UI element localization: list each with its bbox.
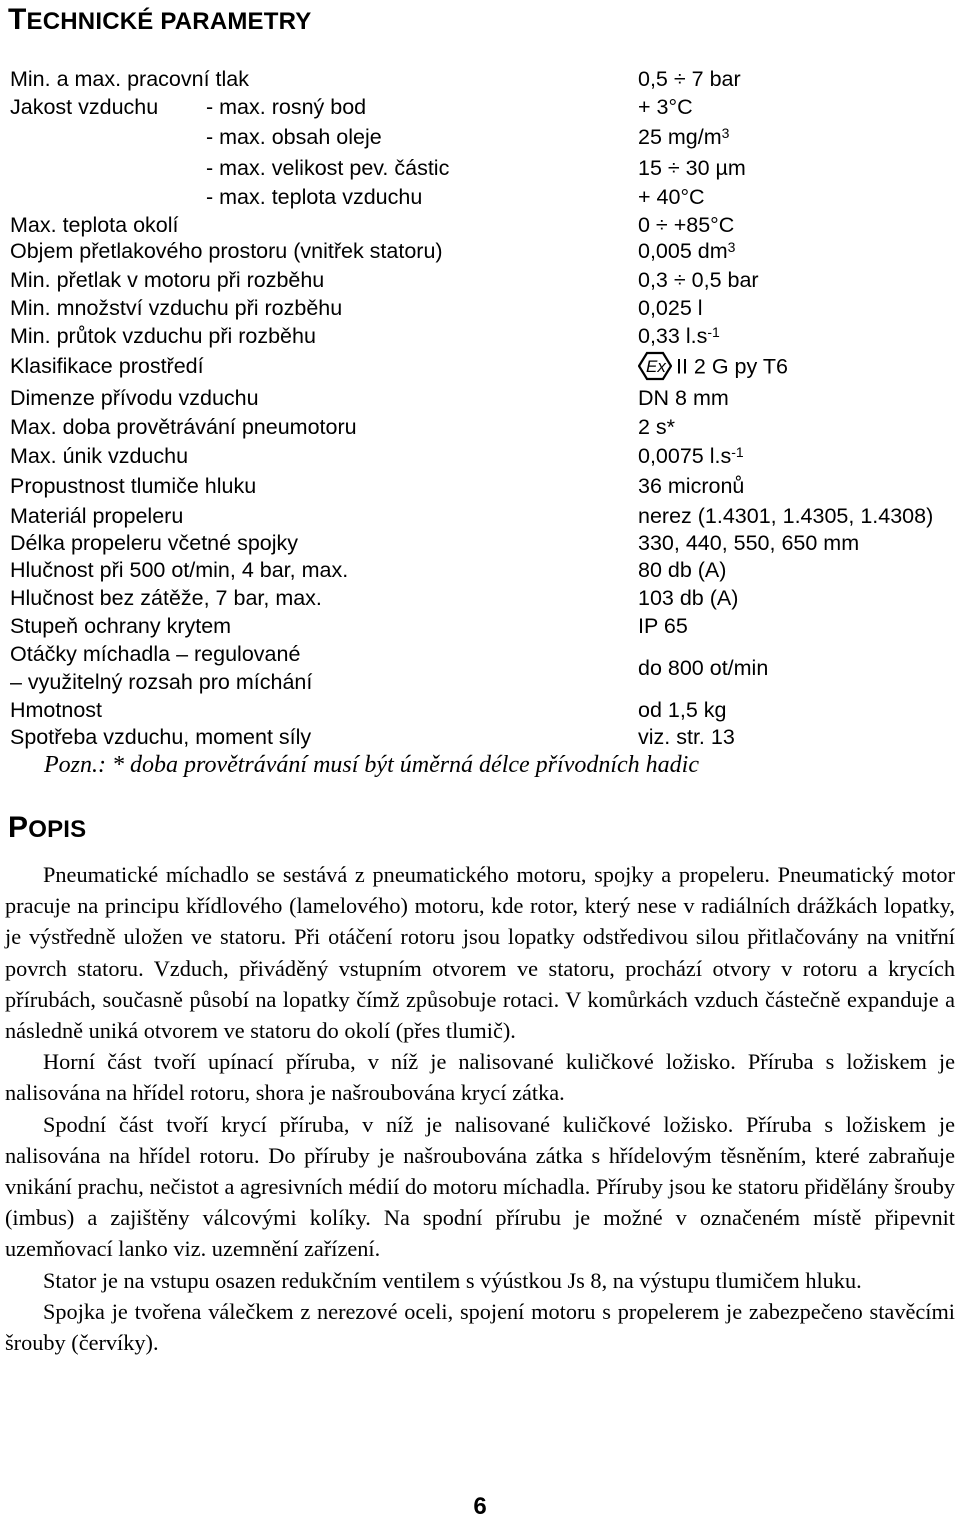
param-sublabel: - max. rosný bod	[206, 95, 367, 119]
param-sublabel: - max. obsah oleje	[206, 125, 382, 149]
param-value: + 3°C	[638, 95, 693, 119]
param-label: Max. teplota okolí	[10, 213, 179, 237]
paragraph: Pneumatické míchadlo se sestává z pneumatického motoru, spojky a propeleru. Pneumatický motor pracuje na principu křídlového (lamelového) motoru, kde rotor, který nese v radiálních drážkách lopatky, je výstředně uložen ve statoru. Při otáčení rotoru jsou lopatky odstředivou silou přitlačovány na vnitřní povrch statoru. Vzduch, přiváděný vstupním otvorem ve statoru, prochází otvory v rotoru a krycích přírubách, současně působí na lopatky čímž způsobuje rotaci. V komůrkách vzduch částečně expanduje a následně uniká otvorem ve statoru do okolí (přes tlumič).	[5, 862, 955, 1044]
paragraph: Spodní část tvoří krycí příruba, v níž je nalisované kuličkové ložisko. Příruba s ložiskem je nalisována na hřídel rotoru. Do příruby je našroubována zátka s hřídelovým těsněním, které zabraňuje vnikání prachu, nečistot a agresivních médií do motoru míchadla. Příruby jsou ke statoru přidělány šrouby (imbus) a zajištěny válcovými kolíky. Na spodní přírubu je možné v označeném místě připevnit uzemňovací lanko viz. uzemnění zařízení.	[5, 1111, 955, 1262]
section-heading-description: POPIS	[8, 811, 87, 844]
param-label: Materiál propeleru	[10, 504, 184, 528]
param-label: Hlučnost bez zátěže, 7 bar, max.	[10, 586, 322, 610]
param-value: nerez (1.4301, 1.4305, 1.4308)	[638, 504, 934, 528]
param-label: Otáčky míchadla – regulované	[10, 642, 301, 666]
param-value: 103 db (A)	[638, 586, 739, 610]
param-value: 36 micronů	[638, 474, 745, 498]
param-value: Ex II 2 G py T6	[638, 353, 788, 383]
param-label: Klasifikace prostředí	[10, 354, 204, 378]
param-value: 0,0075 $l.s^{-1}$	[638, 444, 744, 468]
param-value: od 1,5 kg	[638, 698, 727, 722]
section-heading-technical-parameters: TECHNICKÉ PARAMETRY	[8, 3, 312, 36]
paragraph: Stator je na vstupu osazen redukčním ventilem s výústkou Js 8, na výstupu tlumičem hluku.	[43, 1267, 862, 1293]
param-value: 0,005 $dm^3$	[638, 239, 736, 263]
paragraph: Spojka je tvořena válečkem z nerezové oceli, spojení motoru s propelerem je zabezpečeno stavěcími šrouby (červíky).	[5, 1298, 955, 1356]
param-label: Délka propeleru včetné spojky	[10, 531, 299, 555]
param-label: Spotřeba vzduchu, moment síly	[10, 725, 312, 749]
param-value: 0,3 ÷ 0,5 bar	[638, 268, 759, 292]
param-label: Min. průtok vzduchu při rozběhu	[10, 324, 316, 348]
param-label: Hmotnost	[10, 698, 103, 722]
param-label: Dimenze přívodu vzduchu	[10, 386, 259, 410]
param-value: 80 db (A)	[638, 558, 727, 582]
param-label: Min. a max. pracovní tlak	[10, 67, 249, 91]
param-sublabel: - max. velikost pev. částic	[206, 156, 450, 180]
param-value: + 40°C	[638, 185, 705, 209]
param-value: 15 ÷ 30 µm	[638, 156, 746, 180]
svg-text:Ex: Ex	[646, 357, 666, 376]
ex-atex-icon	[638, 351, 672, 381]
footnote: Pozn.: * doba provětrávání musí být úměrná délce přívodních hadic	[44, 752, 699, 778]
param-label: Max. doba provětrávání pneumotoru	[10, 415, 357, 439]
param-value: 0 ÷ +85°C	[638, 213, 735, 237]
param-label: Propustnost tlumiče hluku	[10, 474, 257, 498]
param-value: 2 s*	[638, 415, 676, 439]
param-value: do 800 ot/min	[638, 656, 769, 680]
param-value: 330, 440, 550, 650 mm	[638, 531, 860, 555]
param-value: 0,025 l	[638, 296, 703, 320]
param-label: Min. množství vzduchu při rozběhu	[10, 296, 343, 320]
param-label: Jakost vzduchu	[10, 95, 159, 119]
param-value: IP 65	[638, 614, 688, 638]
param-label: Stupeň ochrany krytem	[10, 614, 232, 638]
param-value: viz. str. 13	[638, 725, 735, 749]
param-value: 0,33 $l.s^{-1}$	[638, 324, 720, 348]
description-text	[5, 859, 955, 1358]
param-label: Min. přetlak v motoru při rozběhu	[10, 268, 325, 292]
page-number: 6	[473, 1493, 487, 1520]
param-label: Max. únik vzduchu	[10, 444, 189, 468]
param-label: Objem přetlakového prostoru (vnitřek statoru)	[10, 239, 443, 263]
paragraph: Horní část tvoří upínací příruba, v níž je nalisované kuličkové ložisko. Příruba s ložiskem je nalisována na hřídel rotoru, shora je našroubována krycí zátka.	[5, 1049, 955, 1106]
param-sublabel: - max. teplota vzduchu	[206, 185, 423, 209]
param-value: DN 8 mm	[638, 386, 729, 410]
param-value: 0,5 ÷ 7 bar	[638, 67, 741, 91]
param-label: Hlučnost při 500 ot/min, 4 bar, max.	[10, 558, 349, 582]
param-label: – využitelný rozsah pro míchání	[10, 670, 313, 694]
param-value: 25 $mg/m^3$	[638, 125, 730, 149]
